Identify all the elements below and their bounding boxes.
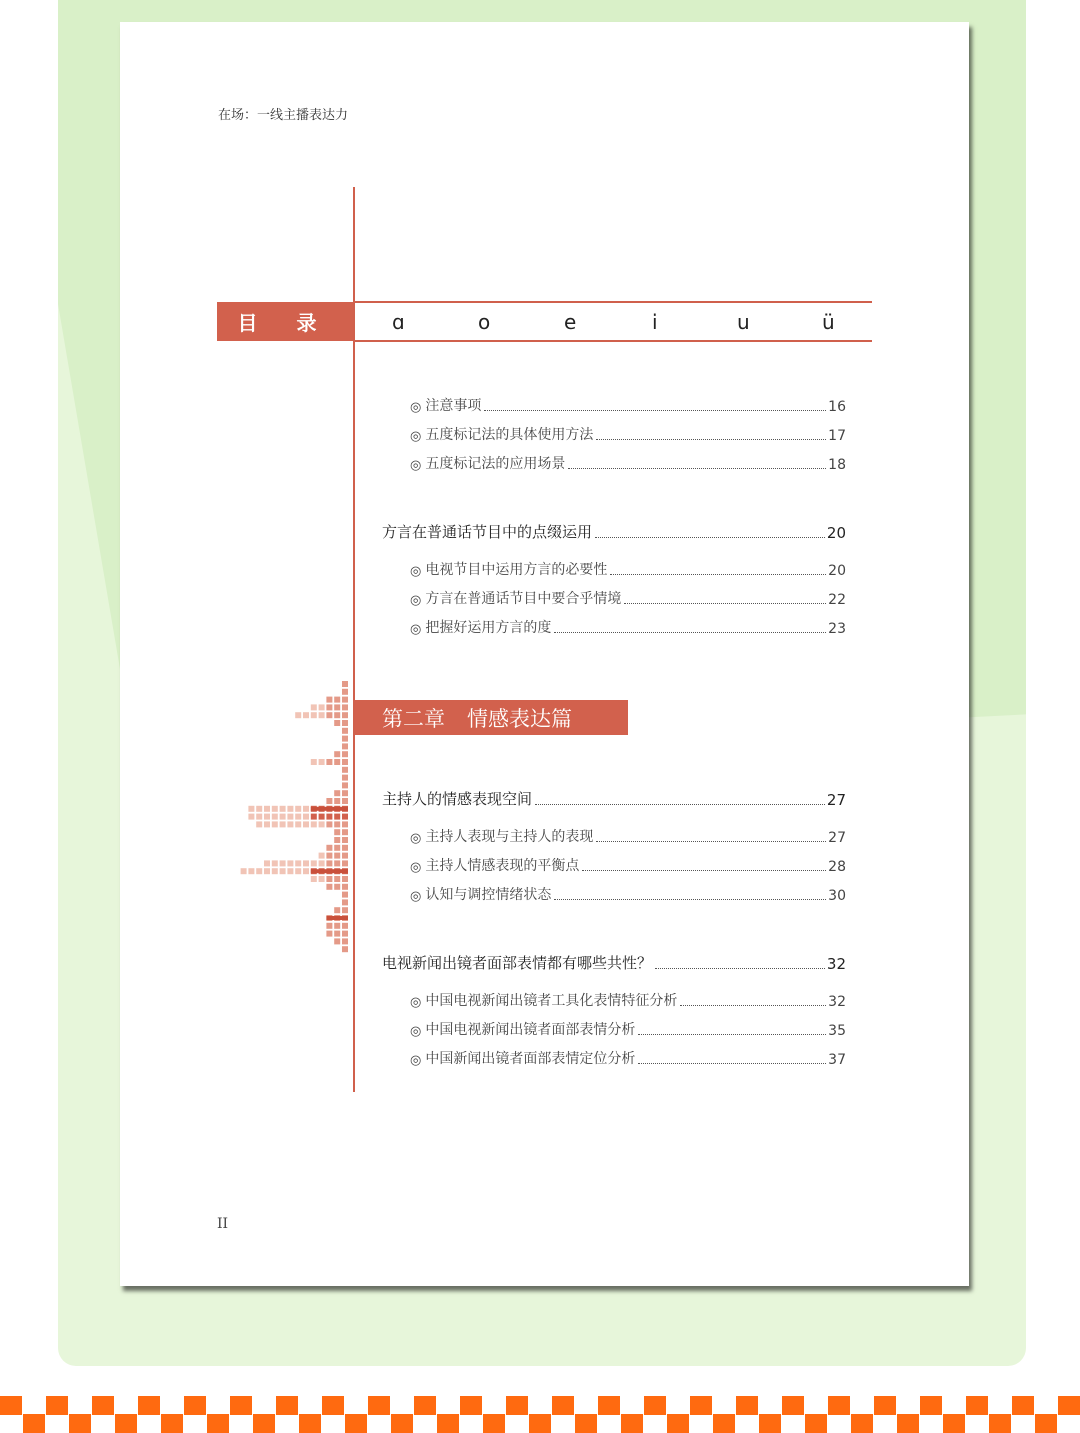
entry-page: 32 (828, 994, 846, 1010)
toc-section[interactable] (382, 788, 846, 809)
equalizer-cell (319, 759, 325, 765)
bullet-icon: ◎ (410, 458, 422, 473)
checker-square (391, 1414, 413, 1433)
equalizer-cell (342, 759, 348, 765)
equalizer-cell (295, 868, 301, 874)
equalizer-cell (334, 829, 340, 835)
equalizer-cell (334, 751, 340, 757)
equalizer-cell (342, 868, 348, 874)
equalizer-cell (334, 806, 340, 812)
checker-square (138, 1396, 160, 1415)
equalizer-cell (303, 712, 309, 718)
checker-square (621, 1414, 643, 1433)
checker-square (736, 1396, 758, 1415)
equalizer-cell (295, 821, 301, 827)
equalizer-cell (342, 931, 348, 937)
equalizer-cell (342, 829, 348, 835)
equalizer-cell (334, 923, 340, 929)
equalizer-cell (342, 798, 348, 804)
leader-dots (596, 439, 826, 440)
leader-dots (610, 574, 826, 575)
entry-page: 35 (828, 1023, 846, 1039)
checker-square (644, 1396, 666, 1415)
entry-page: 16 (828, 399, 846, 415)
equalizer-cell (342, 743, 348, 749)
equalizer-cell (311, 814, 317, 820)
equalizer-cell (264, 868, 270, 874)
equalizer-cell (342, 681, 348, 687)
bullet-icon: ◎ (410, 831, 422, 846)
equalizer-cell (342, 736, 348, 742)
section-page: 27 (826, 791, 846, 809)
entry-page: 30 (828, 888, 846, 904)
entry-page: 37 (828, 1052, 846, 1068)
equalizer-cell (319, 876, 325, 882)
chapter-name: 情感表达篇 (467, 706, 572, 731)
equalizer-cell (319, 814, 325, 820)
equalizer-cell (342, 853, 348, 859)
equalizer-bar (326, 916, 348, 920)
leader-dots (568, 468, 826, 469)
equalizer-cell (342, 728, 348, 734)
toc-title: 目 录 (217, 302, 353, 341)
checker-square (575, 1414, 597, 1433)
pinyin-u: u (737, 310, 750, 334)
bullet-icon: ◎ (410, 1024, 422, 1039)
entry-title: 认知与调控情绪状态 (425, 887, 552, 903)
checker-square (46, 1396, 68, 1415)
checker-square (460, 1396, 482, 1415)
checker-square (759, 1414, 781, 1433)
checker-square (345, 1414, 367, 1433)
equalizer-cell (326, 821, 332, 827)
entry-title: 主持人表现与主持人的表现 (425, 829, 594, 845)
leader-dots (554, 632, 826, 633)
bullet-icon: ◎ (410, 1053, 422, 1068)
entry-page: 22 (828, 592, 846, 608)
equalizer-cell (342, 876, 348, 882)
section-page: 20 (826, 524, 846, 542)
equalizer-cell (342, 751, 348, 757)
equalizer-decoration (120, 22, 969, 1286)
equalizer-cell (319, 860, 325, 866)
checker-square (828, 1396, 850, 1415)
checker-square (713, 1414, 735, 1433)
equalizer-cell (241, 868, 247, 874)
equalizer-cell (280, 868, 286, 874)
pinyin-e: e (564, 310, 577, 334)
equalizer-cell (334, 720, 340, 726)
checker-square (989, 1414, 1011, 1433)
entry-title: 方言在普通话节目中要合乎情境 (425, 591, 622, 607)
equalizer-cell (256, 814, 262, 820)
toc-section[interactable] (382, 952, 846, 973)
section-title: 方言在普通话节目中的点缀运用 (382, 523, 593, 541)
equalizer-cell (326, 697, 332, 703)
entry-title: 五度标记法的具体使用方法 (425, 427, 594, 443)
equalizer-bar (311, 869, 348, 873)
checker-square (1012, 1396, 1034, 1415)
entry-page: 23 (828, 621, 846, 637)
checker-square (23, 1414, 45, 1433)
equalizer-cell (326, 884, 332, 890)
toc-section[interactable] (382, 521, 846, 542)
equalizer-cell (342, 806, 348, 812)
pinyin-o: o (478, 310, 491, 334)
leader-dots (554, 899, 826, 900)
equalizer-cell (311, 860, 317, 866)
bullet-icon: ◎ (410, 400, 422, 415)
equalizer-cell (319, 712, 325, 718)
equalizer-cell (272, 806, 278, 812)
equalizer-cell (256, 821, 262, 827)
equalizer-cell (311, 806, 317, 812)
equalizer-cell (334, 907, 340, 913)
equalizer-cell (303, 814, 309, 820)
bullet-icon: ◎ (410, 622, 422, 637)
equalizer-cell (334, 759, 340, 765)
bullet-icon: ◎ (410, 564, 422, 579)
equalizer-cell (319, 868, 325, 874)
equalizer-cell (248, 868, 254, 874)
checker-square (299, 1414, 321, 1433)
equalizer-cell (326, 868, 332, 874)
equalizer-bar (311, 807, 348, 811)
equalizer-cell (326, 860, 332, 866)
equalizer-cell (342, 790, 348, 796)
equalizer-cell (342, 821, 348, 827)
entry-page: 28 (828, 859, 846, 875)
equalizer-cell (303, 868, 309, 874)
checker-square (667, 1414, 689, 1433)
checker-square (92, 1396, 114, 1415)
toc-entry[interactable] (410, 559, 846, 579)
leader-dots (582, 870, 826, 871)
checker-square (851, 1414, 873, 1433)
equalizer-cell (287, 860, 293, 866)
equalizer-cell (342, 767, 348, 773)
equalizer-cell (334, 860, 340, 866)
bullet-icon: ◎ (410, 429, 422, 444)
equalizer-cell (342, 689, 348, 695)
equalizer-cell (326, 923, 332, 929)
checker-square (805, 1414, 827, 1433)
bullet-icon: ◎ (410, 593, 422, 608)
chapter-prefix: 第二章 (382, 706, 445, 731)
equalizer-cell (342, 899, 348, 905)
equalizer-cell (287, 868, 293, 874)
entry-page: 27 (828, 830, 846, 846)
equalizer-cell (287, 821, 293, 827)
checker-square (1035, 1414, 1057, 1433)
equalizer-cell (311, 712, 317, 718)
equalizer-cell (280, 860, 286, 866)
checker-square (276, 1396, 298, 1415)
page-number: II (217, 1216, 229, 1232)
leader-dots (655, 968, 825, 969)
equalizer-cell (311, 704, 317, 710)
pinyin-bar (355, 301, 872, 342)
checker-square (920, 1396, 942, 1415)
equalizer-cell (334, 938, 340, 944)
equalizer-cell (334, 868, 340, 874)
equalizer-cell (342, 814, 348, 820)
equalizer-cell (319, 806, 325, 812)
leader-dots (596, 841, 826, 842)
equalizer-cell (326, 798, 332, 804)
toc-entry[interactable] (410, 855, 846, 875)
equalizer-cell (342, 892, 348, 898)
checker-border (0, 1396, 1080, 1433)
equalizer-cell (342, 704, 348, 710)
checker-square (437, 1414, 459, 1433)
equalizer-cell (303, 860, 309, 866)
leader-dots (638, 1034, 826, 1035)
equalizer-cell (334, 697, 340, 703)
checker-square (506, 1396, 528, 1415)
equalizer-cell (342, 915, 348, 921)
equalizer-cell (287, 814, 293, 820)
entry-title: 注意事项 (425, 398, 482, 414)
toc-entry[interactable] (410, 990, 846, 1010)
bullet-icon: ◎ (410, 860, 422, 875)
checker-square (322, 1396, 344, 1415)
leader-dots (638, 1063, 826, 1064)
equalizer-cell (295, 860, 301, 866)
equalizer-cell (342, 845, 348, 851)
equalizer-cell (334, 712, 340, 718)
checker-square (0, 1396, 22, 1415)
entry-title: 中国电视新闻出镜者面部表情分析 (425, 1022, 636, 1038)
equalizer-cell (280, 821, 286, 827)
equalizer-cell (334, 798, 340, 804)
section-page: 32 (826, 955, 846, 973)
equalizer-cell (256, 868, 262, 874)
equalizer-cell (326, 704, 332, 710)
entry-page: 17 (828, 428, 846, 444)
equalizer-cell (326, 806, 332, 812)
equalizer-cell (272, 860, 278, 866)
leader-dots (535, 804, 825, 805)
checker-square (207, 1414, 229, 1433)
checker-square (184, 1396, 206, 1415)
checker-square (529, 1414, 551, 1433)
toc-entry[interactable] (410, 453, 846, 473)
equalizer-cell (303, 821, 309, 827)
toc-entry[interactable] (410, 884, 846, 904)
equalizer-cell (342, 712, 348, 718)
equalizer-cell (311, 759, 317, 765)
equalizer-cell (319, 704, 325, 710)
book-page (120, 22, 969, 1286)
pinyin-a: ɑ (392, 310, 405, 334)
equalizer-cell (334, 853, 340, 859)
equalizer-cell (326, 915, 332, 921)
equalizer-cell (334, 704, 340, 710)
entry-page: 18 (828, 457, 846, 473)
checker-square (368, 1396, 390, 1415)
equalizer-cell (342, 775, 348, 781)
equalizer-cell (264, 821, 270, 827)
pinyin-i: i (652, 310, 658, 334)
equalizer-cell (334, 884, 340, 890)
toc-entry[interactable] (410, 826, 846, 846)
equalizer-cell (295, 712, 301, 718)
bullet-icon: ◎ (410, 889, 422, 904)
pinyin-v: ü (822, 310, 835, 334)
bullet-icon: ◎ (410, 995, 422, 1010)
equalizer-cell (264, 860, 270, 866)
equalizer-cell (342, 837, 348, 843)
equalizer-cell (272, 821, 278, 827)
checker-square (115, 1414, 137, 1433)
equalizer-cell (264, 806, 270, 812)
equalizer-cell (311, 821, 317, 827)
checker-square (69, 1414, 91, 1433)
equalizer-cell (256, 806, 262, 812)
chapter-heading[interactable] (355, 700, 628, 735)
checker-square (782, 1396, 804, 1415)
checker-square (161, 1414, 183, 1433)
checker-square (943, 1414, 965, 1433)
leader-dots (595, 537, 825, 538)
equalizer-cell (342, 907, 348, 913)
equalizer-cell (334, 876, 340, 882)
equalizer-cell (326, 712, 332, 718)
equalizer-cell (342, 923, 348, 929)
checker-square (253, 1414, 275, 1433)
equalizer-cell (334, 790, 340, 796)
toc-entry[interactable] (410, 588, 846, 608)
checker-square (230, 1396, 252, 1415)
equalizer-cell (342, 860, 348, 866)
equalizer-cell (334, 814, 340, 820)
equalizer-cell (303, 806, 309, 812)
section-title: 主持人的情感表现空间 (382, 790, 533, 808)
checker-square (414, 1396, 436, 1415)
equalizer-cell (342, 884, 348, 890)
equalizer-cell (319, 853, 325, 859)
equalizer-cell (334, 931, 340, 937)
toc-entry[interactable] (410, 1048, 846, 1068)
equalizer-cell (326, 876, 332, 882)
equalizer-cell (295, 806, 301, 812)
equalizer-cell (334, 837, 340, 843)
checker-square (966, 1396, 988, 1415)
checker-square (1058, 1396, 1080, 1415)
checker-square (552, 1396, 574, 1415)
checker-square (483, 1414, 505, 1433)
equalizer-cell (272, 868, 278, 874)
equalizer-cell (248, 814, 254, 820)
equalizer-cell (334, 845, 340, 851)
equalizer-cell (287, 806, 293, 812)
running-head: 在场：一线主播表达力 (218, 108, 349, 123)
entry-title: 中国新闻出镜者面部表情定位分析 (425, 1051, 636, 1067)
equalizer-cell (342, 938, 348, 944)
checker-square (897, 1414, 919, 1433)
equalizer-cell (311, 876, 317, 882)
entry-title: 把握好运用方言的度 (425, 620, 552, 636)
equalizer-cell (326, 853, 332, 859)
toc-entry[interactable] (410, 617, 846, 637)
equalizer-cell (248, 806, 254, 812)
equalizer-cell (319, 821, 325, 827)
checker-square (690, 1396, 712, 1415)
equalizer-cell (342, 720, 348, 726)
entry-page: 20 (828, 563, 846, 579)
equalizer-cell (326, 931, 332, 937)
leader-dots (680, 1005, 826, 1006)
equalizer-cell (334, 915, 340, 921)
equalizer-cell (334, 821, 340, 827)
equalizer-cell (280, 806, 286, 812)
equalizer-cell (264, 814, 270, 820)
entry-title: 主持人情感表现的平衡点 (425, 858, 580, 874)
toc-entry[interactable] (410, 395, 846, 415)
equalizer-cell (272, 814, 278, 820)
equalizer-cell (295, 814, 301, 820)
equalizer-cell (311, 868, 317, 874)
checker-square (874, 1396, 896, 1415)
equalizer-cell (326, 845, 332, 851)
equalizer-cell (342, 946, 348, 952)
leader-dots (624, 603, 826, 604)
toc-entry[interactable] (410, 424, 846, 444)
toc-entry[interactable] (410, 1019, 846, 1039)
equalizer-cell (342, 782, 348, 788)
equalizer-cell (326, 759, 332, 765)
equalizer-cell (326, 814, 332, 820)
entry-title: 中国电视新闻出镜者工具化表情特征分析 (425, 993, 678, 1009)
section-title: 电视新闻出镜者面部表情都有哪些共性？ (382, 954, 653, 972)
entry-title: 五度标记法的应用场景 (425, 456, 566, 472)
checker-square (598, 1396, 620, 1415)
leader-dots (484, 410, 826, 411)
entry-title: 电视节目中运用方言的必要性 (425, 562, 608, 578)
equalizer-cell (342, 697, 348, 703)
equalizer-cell (280, 814, 286, 820)
